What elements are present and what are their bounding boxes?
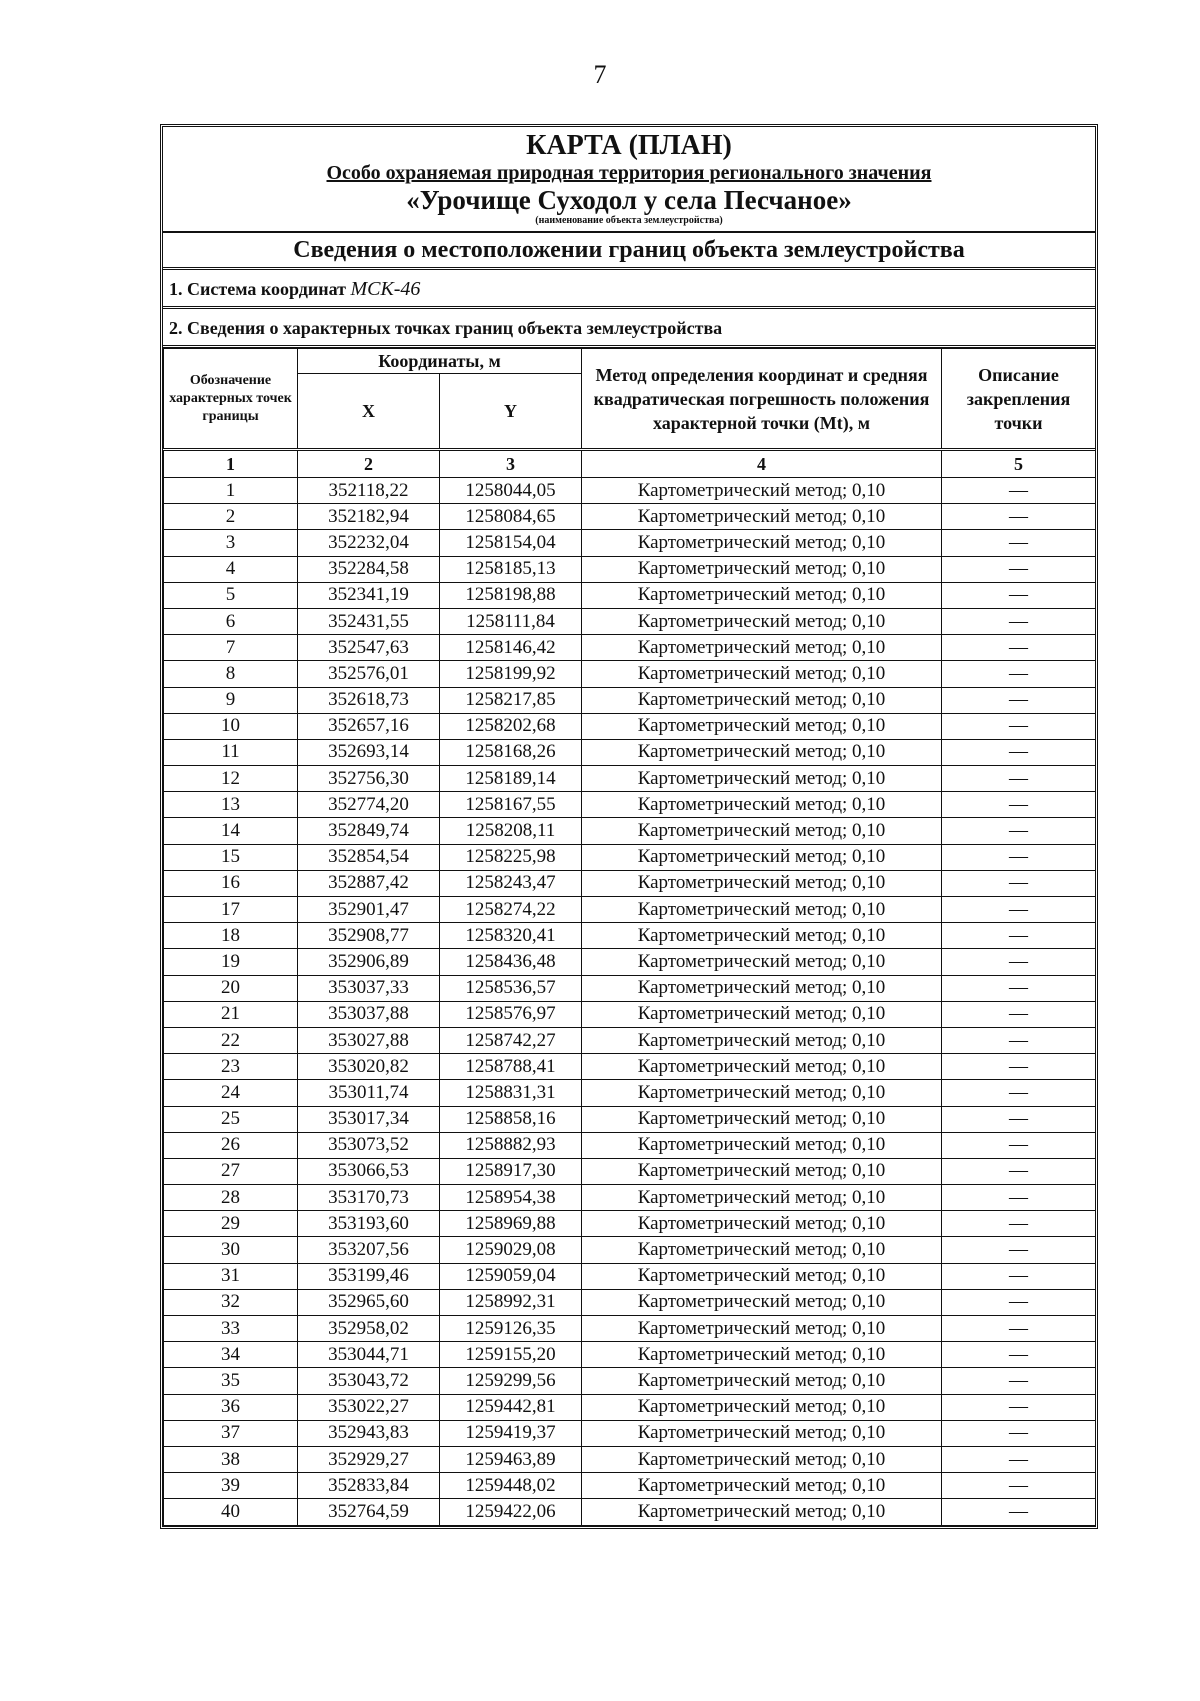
table-row bbox=[164, 1394, 1096, 1420]
method-cell: Картометрический метод; 0,10 bbox=[582, 1394, 942, 1420]
coord-x-cell: 353037,33 bbox=[298, 975, 440, 1001]
description-cell: — bbox=[942, 949, 1096, 975]
coord-y-cell: 1258274,22 bbox=[440, 897, 582, 923]
coord-y-cell: 1258436,48 bbox=[440, 949, 582, 975]
point-number-cell: 15 bbox=[164, 844, 298, 870]
coord-x-cell: 353044,71 bbox=[298, 1342, 440, 1368]
table-row bbox=[164, 1132, 1096, 1158]
table-row bbox=[164, 478, 1096, 504]
method-cell: Картометрический метод; 0,10 bbox=[582, 1001, 942, 1027]
point-number-cell: 37 bbox=[164, 1420, 298, 1446]
coord-x-cell: 352901,47 bbox=[298, 897, 440, 923]
coord-x-cell: 353170,73 bbox=[298, 1185, 440, 1211]
coord-x-cell: 352618,73 bbox=[298, 687, 440, 713]
description-cell: — bbox=[942, 635, 1096, 661]
coord-y-cell: 1258146,42 bbox=[440, 635, 582, 661]
description-cell: — bbox=[942, 1237, 1096, 1263]
point-number-cell: 31 bbox=[164, 1263, 298, 1289]
description-cell: — bbox=[942, 897, 1096, 923]
coord-x-cell: 352232,04 bbox=[298, 530, 440, 556]
col-number: 2 bbox=[298, 450, 440, 478]
method-cell: Картометрический метод; 0,10 bbox=[582, 1289, 942, 1315]
method-cell: Картометрический метод; 0,10 bbox=[582, 818, 942, 844]
description-cell: — bbox=[942, 739, 1096, 765]
coord-y-cell: 1259126,35 bbox=[440, 1316, 582, 1342]
coord-x-cell: 353017,34 bbox=[298, 1106, 440, 1132]
coord-y-cell: 1258917,30 bbox=[440, 1158, 582, 1184]
point-number-cell: 34 bbox=[164, 1342, 298, 1368]
description-cell: — bbox=[942, 844, 1096, 870]
point-number-cell: 27 bbox=[164, 1158, 298, 1184]
table-row bbox=[164, 766, 1096, 792]
method-cell: Картометрический метод; 0,10 bbox=[582, 1132, 942, 1158]
coord-y-cell: 1258154,04 bbox=[440, 530, 582, 556]
table-row bbox=[164, 818, 1096, 844]
table-row bbox=[164, 1499, 1096, 1525]
table-row bbox=[164, 661, 1096, 687]
table-row bbox=[164, 844, 1096, 870]
column-numbers-row bbox=[164, 450, 1096, 478]
coord-x-cell: 353027,88 bbox=[298, 1027, 440, 1053]
method-cell: Картометрический метод; 0,10 bbox=[582, 1080, 942, 1106]
point-number-cell: 12 bbox=[164, 766, 298, 792]
coord-x-cell: 353022,27 bbox=[298, 1394, 440, 1420]
point-number-cell: 1 bbox=[164, 478, 298, 504]
description-cell: — bbox=[942, 661, 1096, 687]
col-number: 1 bbox=[164, 450, 298, 478]
method-cell: Картометрический метод; 0,10 bbox=[582, 687, 942, 713]
point-number-cell: 3 bbox=[164, 530, 298, 556]
section-title: Сведения о местоположении границ объекта землеустройства bbox=[163, 233, 1095, 270]
coord-x-cell: 353193,60 bbox=[298, 1211, 440, 1237]
description-cell: — bbox=[942, 713, 1096, 739]
coord-x-cell: 353199,46 bbox=[298, 1263, 440, 1289]
coord-y-cell: 1258044,05 bbox=[440, 478, 582, 504]
description-cell: — bbox=[942, 504, 1096, 530]
coord-x-cell: 352908,77 bbox=[298, 923, 440, 949]
point-number-cell: 13 bbox=[164, 792, 298, 818]
description-cell: — bbox=[942, 530, 1096, 556]
table-row bbox=[164, 1237, 1096, 1263]
table-row bbox=[164, 1368, 1096, 1394]
description-cell: — bbox=[942, 766, 1096, 792]
coord-y-cell: 1258243,47 bbox=[440, 870, 582, 896]
col-number: 3 bbox=[440, 450, 582, 478]
point-number-cell: 21 bbox=[164, 1001, 298, 1027]
description-cell: — bbox=[942, 1158, 1096, 1184]
table-row bbox=[164, 504, 1096, 530]
coord-y-cell: 1259059,04 bbox=[440, 1263, 582, 1289]
coord-y-cell: 1258189,14 bbox=[440, 766, 582, 792]
coord-x-cell: 353020,82 bbox=[298, 1054, 440, 1080]
point-number-cell: 6 bbox=[164, 608, 298, 634]
method-cell: Картометрический метод; 0,10 bbox=[582, 1263, 942, 1289]
col-designation-header: Обозначение характерных точек границы bbox=[164, 349, 298, 450]
coord-x-cell: 352341,19 bbox=[298, 582, 440, 608]
description-cell: — bbox=[942, 608, 1096, 634]
coord-x-cell: 352965,60 bbox=[298, 1289, 440, 1315]
table-row bbox=[164, 1106, 1096, 1132]
point-number-cell: 5 bbox=[164, 582, 298, 608]
col-x-header: X bbox=[298, 374, 440, 450]
coord-y-cell: 1258084,65 bbox=[440, 504, 582, 530]
table-row bbox=[164, 556, 1096, 582]
coord-x-cell: 352906,89 bbox=[298, 949, 440, 975]
col-description-header: Описание закрепления точки bbox=[942, 349, 1096, 450]
point-number-cell: 19 bbox=[164, 949, 298, 975]
col-coords-header: Координаты, м bbox=[298, 349, 582, 374]
points-table bbox=[163, 348, 1096, 1526]
coord-x-cell: 353043,72 bbox=[298, 1368, 440, 1394]
description-cell: — bbox=[942, 1211, 1096, 1237]
description-cell: — bbox=[942, 1289, 1096, 1315]
point-number-cell: 22 bbox=[164, 1027, 298, 1053]
document-subtitle: Особо охраняемая природная территория регионального значения bbox=[326, 162, 932, 184]
points-section-title: 2. Сведения о характерных точках границ объекта землеустройства bbox=[163, 309, 1095, 348]
point-number-cell: 25 bbox=[164, 1106, 298, 1132]
point-number-cell: 18 bbox=[164, 923, 298, 949]
method-cell: Картометрический метод; 0,10 bbox=[582, 504, 942, 530]
method-cell: Картометрический метод; 0,10 bbox=[582, 897, 942, 923]
coord-x-cell: 352547,63 bbox=[298, 635, 440, 661]
table-row bbox=[164, 608, 1096, 634]
coord-x-cell: 353037,88 bbox=[298, 1001, 440, 1027]
method-cell: Картометрический метод; 0,10 bbox=[582, 661, 942, 687]
description-cell: — bbox=[942, 1342, 1096, 1368]
method-cell: Картометрический метод; 0,10 bbox=[582, 792, 942, 818]
table-row bbox=[164, 1263, 1096, 1289]
table-row bbox=[164, 1420, 1096, 1446]
coord-y-cell: 1258217,85 bbox=[440, 687, 582, 713]
col-y-header: Y bbox=[440, 374, 582, 450]
point-number-cell: 17 bbox=[164, 897, 298, 923]
description-cell: — bbox=[942, 1263, 1096, 1289]
point-number-cell: 7 bbox=[164, 635, 298, 661]
method-cell: Картометрический метод; 0,10 bbox=[582, 530, 942, 556]
col-method-header: Метод определения координат и средняя квадратическая погрешность положения характерной точки (Mt), м bbox=[582, 349, 942, 450]
table-row bbox=[164, 1027, 1096, 1053]
coord-x-cell: 353073,52 bbox=[298, 1132, 440, 1158]
description-cell: — bbox=[942, 1420, 1096, 1446]
point-number-cell: 20 bbox=[164, 975, 298, 1001]
method-cell: Картометрический метод; 0,10 bbox=[582, 1316, 942, 1342]
method-cell: Картометрический метод; 0,10 bbox=[582, 1342, 942, 1368]
method-cell: Картометрический метод; 0,10 bbox=[582, 949, 942, 975]
document-frame bbox=[160, 124, 1098, 1529]
coord-x-cell: 352284,58 bbox=[298, 556, 440, 582]
coord-y-cell: 1258111,84 bbox=[440, 608, 582, 634]
coord-y-cell: 1259442,81 bbox=[440, 1394, 582, 1420]
coord-x-cell: 352849,74 bbox=[298, 818, 440, 844]
table-row bbox=[164, 975, 1096, 1001]
table-row bbox=[164, 582, 1096, 608]
method-cell: Картометрический метод; 0,10 bbox=[582, 478, 942, 504]
points-table-body bbox=[164, 450, 1096, 1526]
coord-y-cell: 1259419,37 bbox=[440, 1420, 582, 1446]
method-cell: Картометрический метод; 0,10 bbox=[582, 635, 942, 661]
coord-y-cell: 1258742,27 bbox=[440, 1027, 582, 1053]
coord-x-cell: 352576,01 bbox=[298, 661, 440, 687]
method-cell: Картометрический метод; 0,10 bbox=[582, 975, 942, 1001]
point-number-cell: 4 bbox=[164, 556, 298, 582]
method-cell: Картометрический метод; 0,10 bbox=[582, 1158, 942, 1184]
point-number-cell: 36 bbox=[164, 1394, 298, 1420]
coord-y-cell: 1258536,57 bbox=[440, 975, 582, 1001]
point-number-cell: 28 bbox=[164, 1185, 298, 1211]
coord-x-cell: 352929,27 bbox=[298, 1446, 440, 1472]
coord-y-cell: 1258788,41 bbox=[440, 1054, 582, 1080]
method-cell: Картометрический метод; 0,10 bbox=[582, 1420, 942, 1446]
coord-y-cell: 1258576,97 bbox=[440, 1001, 582, 1027]
method-cell: Картометрический метод; 0,10 bbox=[582, 1237, 942, 1263]
page-number: 7 bbox=[593, 60, 607, 89]
table-row bbox=[164, 949, 1096, 975]
coord-y-cell: 1259463,89 bbox=[440, 1446, 582, 1472]
coord-x-cell: 352764,59 bbox=[298, 1499, 440, 1525]
coord-x-cell: 353207,56 bbox=[298, 1237, 440, 1263]
point-number-cell: 11 bbox=[164, 739, 298, 765]
table-row bbox=[164, 1185, 1096, 1211]
description-cell: — bbox=[942, 1027, 1096, 1053]
description-cell: — bbox=[942, 1499, 1096, 1525]
method-cell: Картометрический метод; 0,10 bbox=[582, 1054, 942, 1080]
coord-y-cell: 1258858,16 bbox=[440, 1106, 582, 1132]
description-cell: — bbox=[942, 818, 1096, 844]
point-number-cell: 29 bbox=[164, 1211, 298, 1237]
object-caption: (наименование объекта землеустройства) bbox=[535, 215, 723, 226]
description-cell: — bbox=[942, 478, 1096, 504]
description-cell: — bbox=[942, 1446, 1096, 1472]
table-row bbox=[164, 1080, 1096, 1106]
method-cell: Картометрический метод; 0,10 bbox=[582, 739, 942, 765]
coord-y-cell: 1259155,20 bbox=[440, 1342, 582, 1368]
description-cell: — bbox=[942, 1054, 1096, 1080]
coord-x-cell: 352756,30 bbox=[298, 766, 440, 792]
method-cell: Картометрический метод; 0,10 bbox=[582, 766, 942, 792]
coord-y-cell: 1258202,68 bbox=[440, 713, 582, 739]
coord-y-cell: 1258208,11 bbox=[440, 818, 582, 844]
document-header bbox=[163, 127, 1095, 233]
point-number-cell: 9 bbox=[164, 687, 298, 713]
table-row bbox=[164, 1158, 1096, 1184]
coord-y-cell: 1258225,98 bbox=[440, 844, 582, 870]
coord-x-cell: 352887,42 bbox=[298, 870, 440, 896]
table-row bbox=[164, 1473, 1096, 1499]
description-cell: — bbox=[942, 1473, 1096, 1499]
coord-y-cell: 1258185,13 bbox=[440, 556, 582, 582]
method-cell: Картометрический метод; 0,10 bbox=[582, 1499, 942, 1525]
coord-x-cell: 352958,02 bbox=[298, 1316, 440, 1342]
description-cell: — bbox=[942, 792, 1096, 818]
coord-y-cell: 1258992,31 bbox=[440, 1289, 582, 1315]
table-row bbox=[164, 530, 1096, 556]
description-cell: — bbox=[942, 923, 1096, 949]
method-cell: Картометрический метод; 0,10 bbox=[582, 844, 942, 870]
coord-y-cell: 1258168,26 bbox=[440, 739, 582, 765]
point-number-cell: 33 bbox=[164, 1316, 298, 1342]
coord-y-cell: 1259422,06 bbox=[440, 1499, 582, 1525]
coord-y-cell: 1258167,55 bbox=[440, 792, 582, 818]
description-cell: — bbox=[942, 1316, 1096, 1342]
table-row bbox=[164, 923, 1096, 949]
method-cell: Картометрический метод; 0,10 bbox=[582, 1368, 942, 1394]
table-row bbox=[164, 1342, 1096, 1368]
description-cell: — bbox=[942, 870, 1096, 896]
coord-x-cell: 352943,83 bbox=[298, 1420, 440, 1446]
coord-x-cell: 352657,16 bbox=[298, 713, 440, 739]
col-number: 4 bbox=[582, 450, 942, 478]
table-row bbox=[164, 792, 1096, 818]
method-cell: Картометрический метод; 0,10 bbox=[582, 582, 942, 608]
coord-y-cell: 1258198,88 bbox=[440, 582, 582, 608]
method-cell: Картометрический метод; 0,10 bbox=[582, 1106, 942, 1132]
table-row bbox=[164, 739, 1096, 765]
table-row bbox=[164, 1289, 1096, 1315]
description-cell: — bbox=[942, 582, 1096, 608]
description-cell: — bbox=[942, 1394, 1096, 1420]
point-number-cell: 39 bbox=[164, 1473, 298, 1499]
point-number-cell: 16 bbox=[164, 870, 298, 896]
description-cell: — bbox=[942, 1185, 1096, 1211]
coord-y-cell: 1258882,93 bbox=[440, 1132, 582, 1158]
coord-y-cell: 1258199,92 bbox=[440, 661, 582, 687]
document-title: КАРТА (ПЛАН) bbox=[526, 130, 732, 161]
table-row bbox=[164, 1446, 1096, 1472]
coord-y-cell: 1259029,08 bbox=[440, 1237, 582, 1263]
point-number-cell: 32 bbox=[164, 1289, 298, 1315]
coord-system-value: МСК-46 bbox=[350, 278, 421, 300]
description-cell: — bbox=[942, 1080, 1096, 1106]
coord-x-cell: 352431,55 bbox=[298, 608, 440, 634]
table-row bbox=[164, 870, 1096, 896]
table-row bbox=[164, 1316, 1096, 1342]
method-cell: Картометрический метод; 0,10 bbox=[582, 1473, 942, 1499]
coord-y-cell: 1259448,02 bbox=[440, 1473, 582, 1499]
table-row bbox=[164, 897, 1096, 923]
method-cell: Картометрический метод; 0,10 bbox=[582, 1211, 942, 1237]
point-number-cell: 23 bbox=[164, 1054, 298, 1080]
description-cell: — bbox=[942, 556, 1096, 582]
coord-y-cell: 1258954,38 bbox=[440, 1185, 582, 1211]
table-row bbox=[164, 635, 1096, 661]
table-row bbox=[164, 1001, 1096, 1027]
object-name: «Урочище Суходол у села Песчаное» bbox=[406, 185, 852, 215]
coord-system-row bbox=[163, 270, 1095, 309]
description-cell: — bbox=[942, 1368, 1096, 1394]
method-cell: Картометрический метод; 0,10 bbox=[582, 870, 942, 896]
point-number-cell: 8 bbox=[164, 661, 298, 687]
description-cell: — bbox=[942, 1132, 1096, 1158]
method-cell: Картометрический метод; 0,10 bbox=[582, 923, 942, 949]
coord-y-cell: 1258831,31 bbox=[440, 1080, 582, 1106]
method-cell: Картометрический метод; 0,10 bbox=[582, 1185, 942, 1211]
coord-y-cell: 1259299,56 bbox=[440, 1368, 582, 1394]
coord-y-cell: 1258969,88 bbox=[440, 1211, 582, 1237]
coord-x-cell: 352693,14 bbox=[298, 739, 440, 765]
coord-x-cell: 352854,54 bbox=[298, 844, 440, 870]
method-cell: Картометрический метод; 0,10 bbox=[582, 713, 942, 739]
table-row bbox=[164, 713, 1096, 739]
point-number-cell: 35 bbox=[164, 1368, 298, 1394]
point-number-cell: 14 bbox=[164, 818, 298, 844]
coord-x-cell: 352118,22 bbox=[298, 478, 440, 504]
method-cell: Картометрический метод; 0,10 bbox=[582, 1027, 942, 1053]
point-number-cell: 40 bbox=[164, 1499, 298, 1525]
point-number-cell: 30 bbox=[164, 1237, 298, 1263]
description-cell: — bbox=[942, 1106, 1096, 1132]
point-number-cell: 38 bbox=[164, 1446, 298, 1472]
table-row bbox=[164, 1211, 1096, 1237]
table-row bbox=[164, 687, 1096, 713]
point-number-cell: 26 bbox=[164, 1132, 298, 1158]
method-cell: Картометрический метод; 0,10 bbox=[582, 1446, 942, 1472]
coord-x-cell: 352182,94 bbox=[298, 504, 440, 530]
description-cell: — bbox=[942, 975, 1096, 1001]
method-cell: Картометрический метод; 0,10 bbox=[582, 556, 942, 582]
coord-x-cell: 353066,53 bbox=[298, 1158, 440, 1184]
description-cell: — bbox=[942, 1001, 1096, 1027]
col-number: 5 bbox=[942, 450, 1096, 478]
point-number-cell: 10 bbox=[164, 713, 298, 739]
table-row bbox=[164, 1054, 1096, 1080]
point-number-cell: 24 bbox=[164, 1080, 298, 1106]
coord-x-cell: 353011,74 bbox=[298, 1080, 440, 1106]
point-number-cell: 2 bbox=[164, 504, 298, 530]
description-cell: — bbox=[942, 687, 1096, 713]
coord-system-label: 1. Система координат bbox=[169, 279, 346, 299]
coord-x-cell: 352774,20 bbox=[298, 792, 440, 818]
method-cell: Картометрический метод; 0,10 bbox=[582, 608, 942, 634]
coord-x-cell: 352833,84 bbox=[298, 1473, 440, 1499]
coord-y-cell: 1258320,41 bbox=[440, 923, 582, 949]
